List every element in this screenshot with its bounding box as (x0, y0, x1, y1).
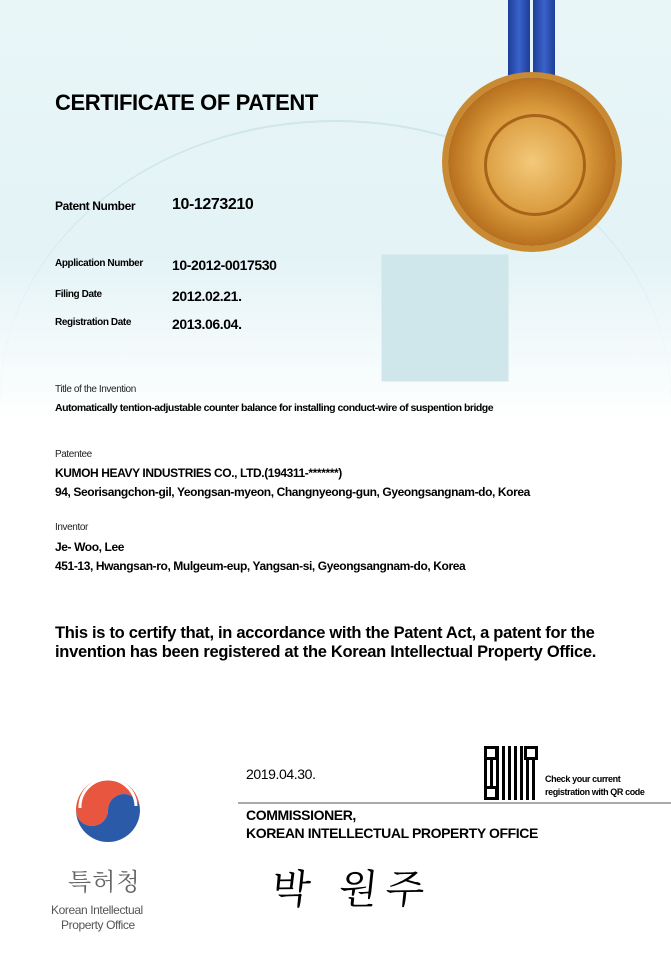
issue-date: 2019.04.30. (246, 766, 316, 782)
gold-seal (448, 78, 616, 246)
invention-label: Title of the Invention (55, 384, 136, 395)
registration-date-label: Registration Date (55, 317, 131, 328)
inventor-label: Inventor (55, 522, 88, 533)
registration-date-value: 2013.06.04. (172, 316, 242, 332)
qr-note-line2: registration with QR code (545, 787, 645, 797)
commissioner-line1: COMMISSIONER, (246, 807, 356, 823)
logo-english-line1: Korean Intellectual (51, 903, 143, 917)
signature: 박 원주 (269, 867, 435, 913)
certificate-title: CERTIFICATE OF PATENT (55, 90, 318, 115)
patent-number-value: 10-1273210 (172, 196, 254, 213)
certify-statement: This is to certify that, in accordance with the Patent Act, a patent for the invention has been registered at the Korean Intellectual Property Office. (55, 624, 597, 661)
application-number-value: 10-2012-0017530 (172, 257, 277, 273)
logo-korean-name: 특허청 (68, 869, 141, 896)
application-number-label: Application Number (55, 258, 143, 269)
inventor-name: Je- Woo, Lee (55, 540, 124, 554)
patentee-name: KUMOH HEAVY INDUSTRIES CO., LTD.(194311-*******) (55, 466, 342, 480)
filing-date-label: Filing Date (55, 289, 102, 300)
invention-title: Automatically tention-adjustable counter balance for installing conduct-wire of suspention bridge (55, 402, 494, 414)
inventor-address: 451-13, Hwangsan-ro, Mulgeum-eup, Yangsan-si, Gyeongsangnam-do, Korea (55, 559, 466, 573)
patentee-label: Patentee (55, 449, 92, 460)
commissioner-line2: KOREAN INTELLECTUAL PROPERTY OFFICE (246, 825, 538, 841)
patent-number-label: Patent Number (55, 199, 136, 213)
patentee-address: 94, Seorisangchon-gil, Yeongsan-myeon, Changnyeong-gun, Gyeongsangnam-do, Korea (55, 485, 530, 499)
kipo-logo-icon (66, 768, 150, 852)
filing-date-value: 2012.02.21. (172, 288, 242, 304)
divider (238, 802, 671, 804)
logo-english-line2: Property Office (61, 918, 135, 932)
qr-code[interactable] (484, 746, 538, 800)
qr-note-line1: Check your current (545, 774, 621, 784)
